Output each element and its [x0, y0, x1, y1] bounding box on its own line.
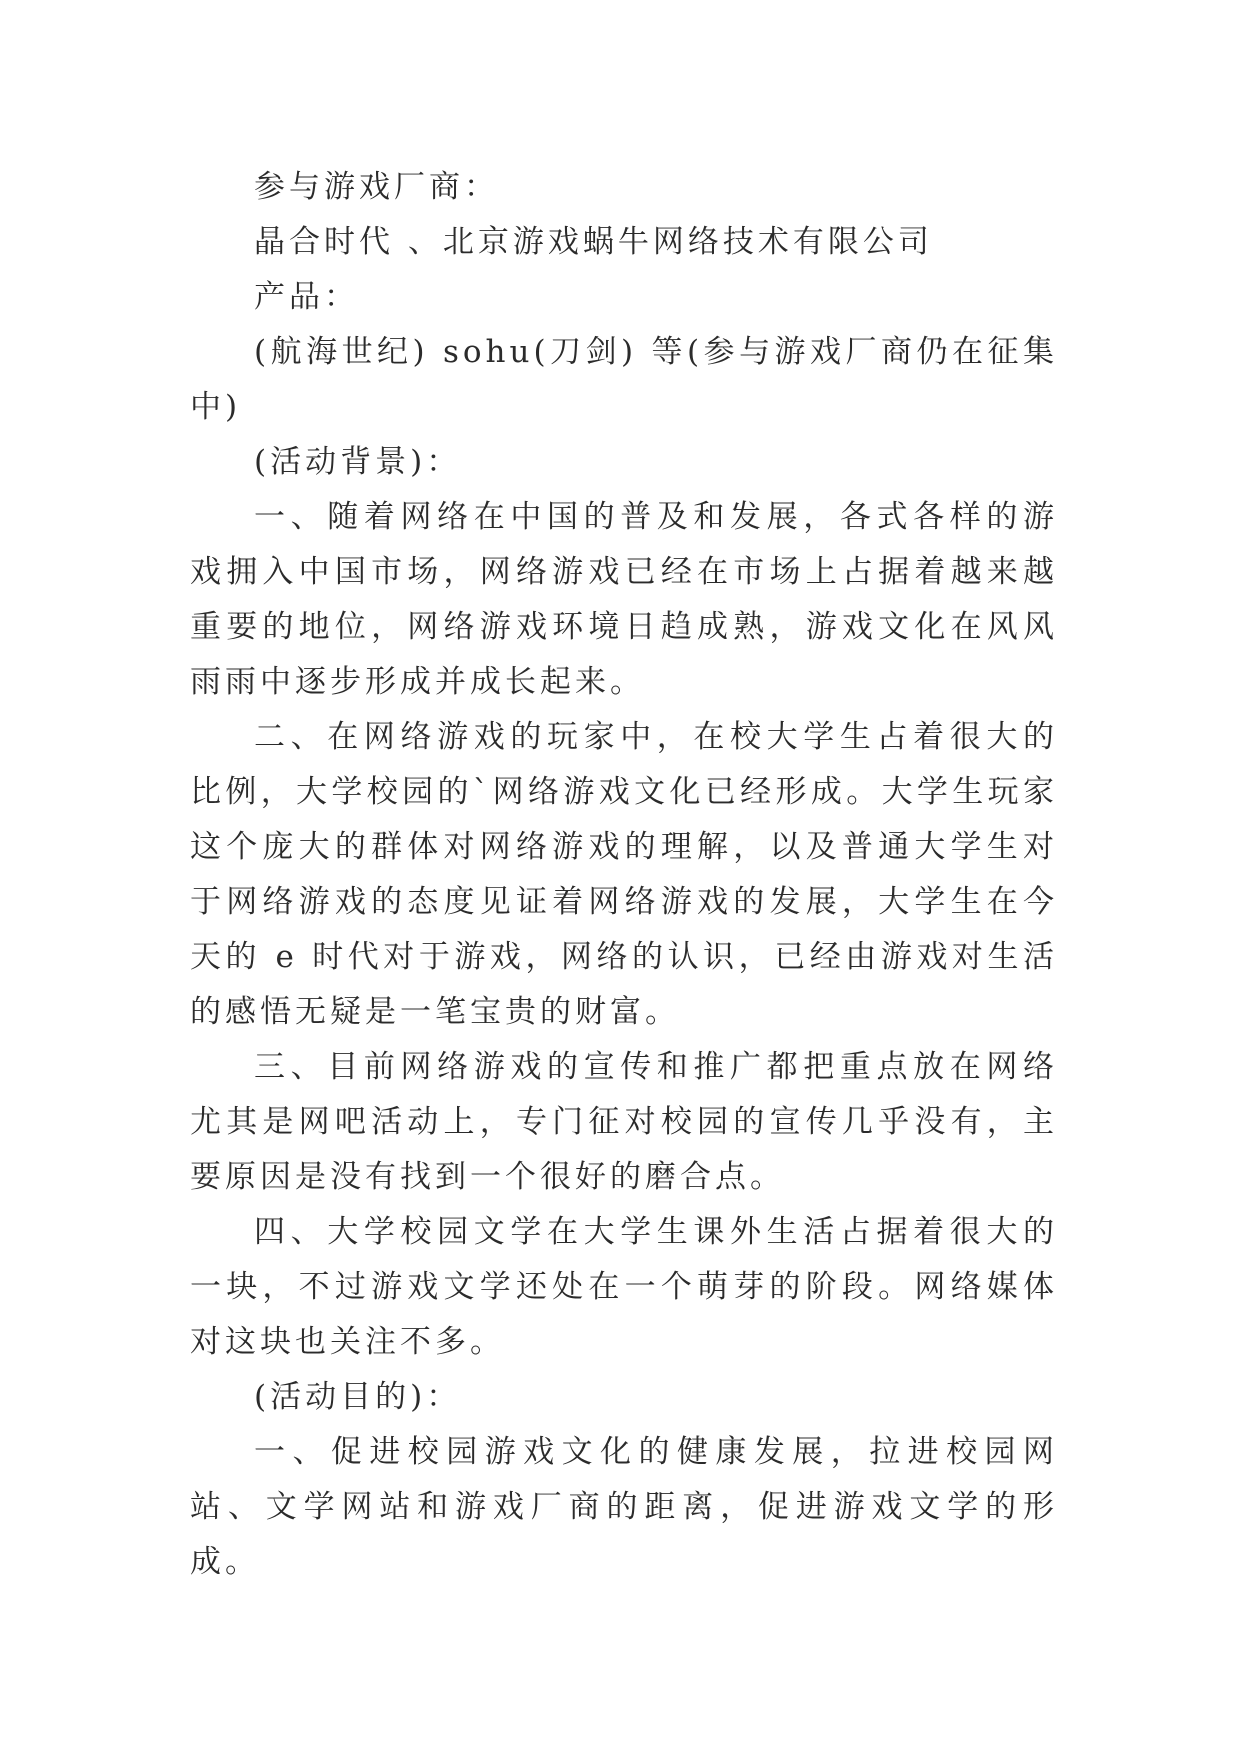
paragraph-purpose-1: 一、促进校园游戏文化的健康发展，拉进校园网站、文学网站和游戏厂商的距离，促进游戏文学的形成。 — [190, 1434, 1058, 1580]
document-body — [190, 160, 1058, 1590]
paragraph-products-heading: 产品： — [254, 279, 359, 315]
paragraph-products: (航海世纪) sohu(刀剑) 等(参与游戏厂商仍在征集中) — [190, 334, 1058, 425]
paragraph-purpose-heading: (活动目的)： — [254, 1379, 462, 1415]
paragraph-participating-vendors-heading: 参与游戏厂商： — [254, 169, 499, 205]
paragraph-background-4: 四、大学校园文学在大学生课外生活占据着很大的一块，不过游戏文学还处在一个萌芽的阶段。网络媒体对这块也关注不多。 — [190, 1214, 1058, 1360]
paragraph-background-heading: (活动背景)： — [254, 444, 462, 480]
paragraph-background-3: 三、目前网络游戏的宣传和推广都把重点放在网络尤其是网吧活动上，专门征对校园的宣传几乎没有，主要原因是没有找到一个很好的磨合点。 — [190, 1049, 1058, 1195]
paragraph-background-2: 二、在网络游戏的玩家中，在校大学生占着很大的比例，大学校园的`网络游戏文化已经形成。大学生玩家这个庞大的群体对网络游戏的理解，以及普通大学生对于网络游戏的态度见证着网络游戏的发展，大学生在今天的 e 时代对于游戏，网络的认识，已经由游戏对生活的感悟无疑是一笔宝贵的财富。 — [190, 719, 1058, 1030]
paragraph-background-1: 一、随着网络在中国的普及和发展，各式各样的游戏拥入中国市场，网络游戏已经在市场上占据着越来越重要的地位，网络游戏环境日趋成熟，游戏文化在风风雨雨中逐步形成并成长起来。 — [190, 499, 1058, 700]
paragraph-participating-vendors: 晶合时代 、北京游戏蜗牛网络技术有限公司 — [254, 224, 933, 260]
